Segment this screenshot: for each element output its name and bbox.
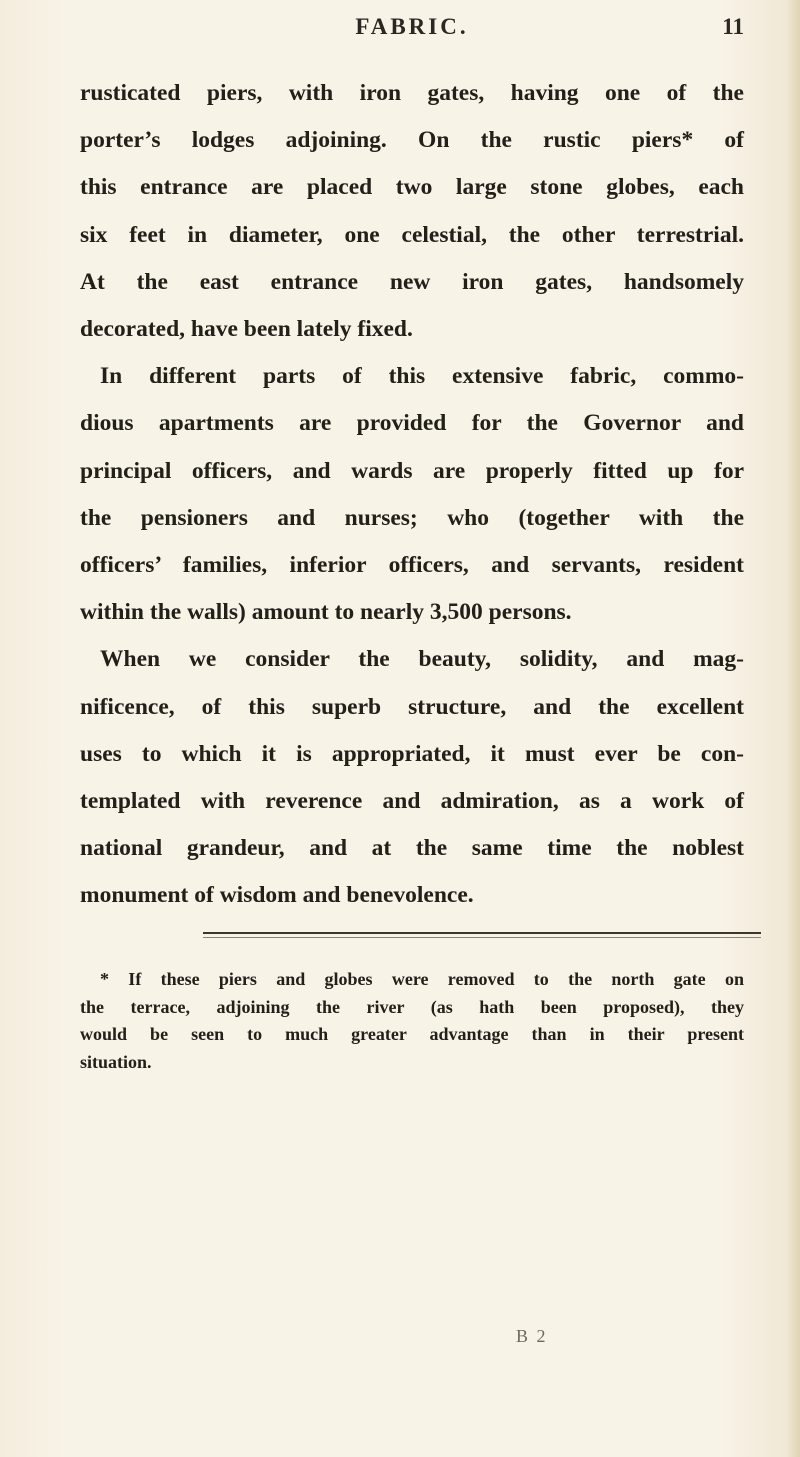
page-number: 11 — [722, 14, 744, 39]
text-line: decorated, have been lately fixed. — [80, 316, 413, 343]
text-line: rusticated piers, with iron gates, having one of the — [80, 80, 744, 106]
text-line: monument of wisdom and benevolence. — [80, 882, 474, 909]
footnote-line: situation. — [80, 1051, 152, 1072]
text-line: six feet in diameter, one celestial, the other terrestrial. — [80, 221, 744, 248]
footnote-rule — [203, 932, 761, 934]
text-line: national grandeur, and at the same time the noblest — [80, 835, 744, 862]
text-line: the pensioners and nurses; who (together with the — [80, 504, 744, 531]
signature-mark: B 2 — [516, 1326, 548, 1346]
running-title: FABRIC. — [355, 14, 469, 39]
text-line: When we consider the beauty, solidity, and mag- — [100, 646, 744, 673]
text-line: In different parts of this extensive fabric, commo- — [100, 363, 744, 390]
text-line: officers’ families, inferior officers, and servants, resident — [80, 552, 744, 579]
text-line: nificence, of this superb structure, and the excellent — [80, 693, 744, 720]
body-text — [80, 70, 744, 920]
running-head — [80, 14, 744, 44]
text-line: porter’s lodges adjoining. On the rustic piers* of — [80, 127, 744, 154]
text-line: At the east entrance new iron gates, handsomely — [80, 268, 744, 295]
footnote — [80, 966, 744, 1076]
text-line: templated with reverence and admiration, as a work of — [80, 788, 744, 815]
text-line: within the walls) amount to nearly 3,500 persons. — [80, 599, 572, 626]
text-line: this entrance are placed two large stone globes, each — [80, 174, 744, 201]
footnote-rule-thin — [203, 937, 761, 938]
footnote-line: would be seen to much greater advantage than in their present — [80, 1024, 744, 1044]
text-line: principal officers, and wards are properly fitted up for — [80, 457, 744, 484]
footnote-line: * If these piers and globes were removed to the north gate on — [100, 969, 744, 989]
page-edge-shadow — [786, 0, 800, 1457]
text-line: uses to which it is appropriated, it must ever be con- — [80, 740, 744, 767]
footnote-line: the terrace, adjoining the river (as hath been proposed), they — [80, 996, 744, 1017]
text-line: dious apartments are provided for the Governor and — [80, 410, 744, 437]
